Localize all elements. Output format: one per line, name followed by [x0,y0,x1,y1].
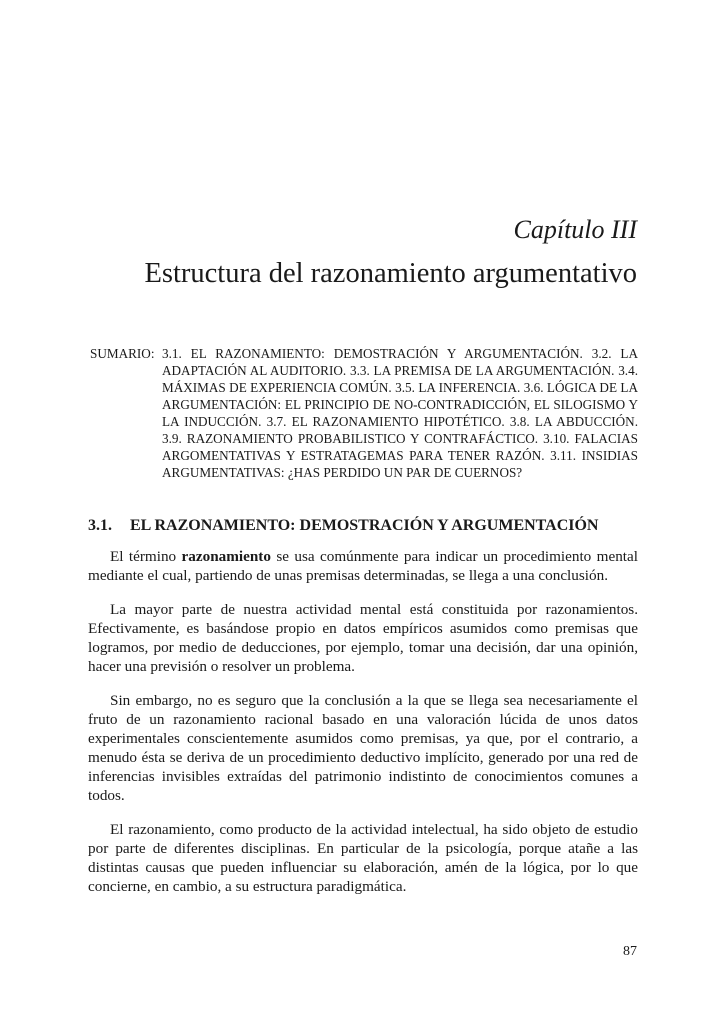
paragraph-1 [88,547,638,585]
key-term: razonamiento [181,548,271,565]
summary-text: 3.1. EL RAZONAMIENTO: DEMOSTRACIÓN Y ARGUMENTACIÓN. 3.2. LA ADAPTACIÓN AL AUDITORIO. 3.3. LA PREMISA DE LA ARGUMENTACIÓN. 3.4. MÁXIMAS DE EXPERIENCIA COMÚN. 3.5. LA INFERENCIA. 3.6. LÓGICA DE LA ARGUMENTACIÓN: EL PRINCIPIO DE NO-CONTRADICCIÓN, EL SILOGISMO Y LA INDUCCIÓN. 3.7. EL RAZONAMIENTO HIPOTÉTICO. 3.8. LA ABDUCCIÓN. 3.9. RAZONAMIENTO PROBABILISTICO Y CONTRAFÁCTICO. 3.10. FALACIAS ARGOMENTATIVAS Y ESTRATAGEMAS PARA TENER RAZÓN. 3.11. INSIDIAS ARGUMENTATIVAS: ¿HAS PERDIDO UN PAR DE CUERNOS? [162,346,638,480]
summary-label: SUMARIO: [90,346,155,361]
section-number: 3.1. [88,517,112,534]
section-heading [88,516,640,536]
chapter-summary [90,345,638,481]
paragraph-1-end: se usa comúnmente para indicar un procedimiento mental mediante el cual, partiendo de unas premisas determinadas, se llega a una conclusión. [88,548,638,584]
paragraph-2: La mayor parte de nuestra actividad mental está constituida por razonamientos. Efectivamente, es basándose propio en datos empíricos asumidos como premisas que logramos, por medio de deducciones, por ejemplo, tomar una decisión, dar una opinión, hacer una previsión o resolver un problema. [88,601,638,675]
section-title: EL RAZONAMIENTO: DEMOSTRACIÓN Y ARGUMENTACIÓN [130,517,599,534]
chapter-label: Capítulo III [513,215,637,244]
paragraph-1-start: El término [110,548,182,565]
paragraph-3: Sin embargo, no es seguro que la conclusión a la que se llega sea necesariamente el fruto de un razonamiento racional basado en una valoración lúcida de unos datos experimentales conscientemente asumidos como premisas, ya que, por el contrario, a menudo ésta se deriva de un procedimiento deductivo implícito, generado por una red de inferencias invisibles extraídas del patrimonio indistinto de conocimientos comunes a todos. [88,692,638,804]
page-number: 87 [623,944,637,959]
paragraph-4: El razonamiento, como producto de la actividad intelectual, ha sido objeto de estudio por parte de diferentes disciplinas. En particular de la psicología, porque atañe a las distintas causas que pueden influenciar su elaboración, amén de la lógica, por lo que concierne, en cambio, a su estructura paradigmática. [88,821,638,895]
chapter-title: Estructura del razonamiento argumentativo [144,258,637,289]
body-text [88,547,638,911]
